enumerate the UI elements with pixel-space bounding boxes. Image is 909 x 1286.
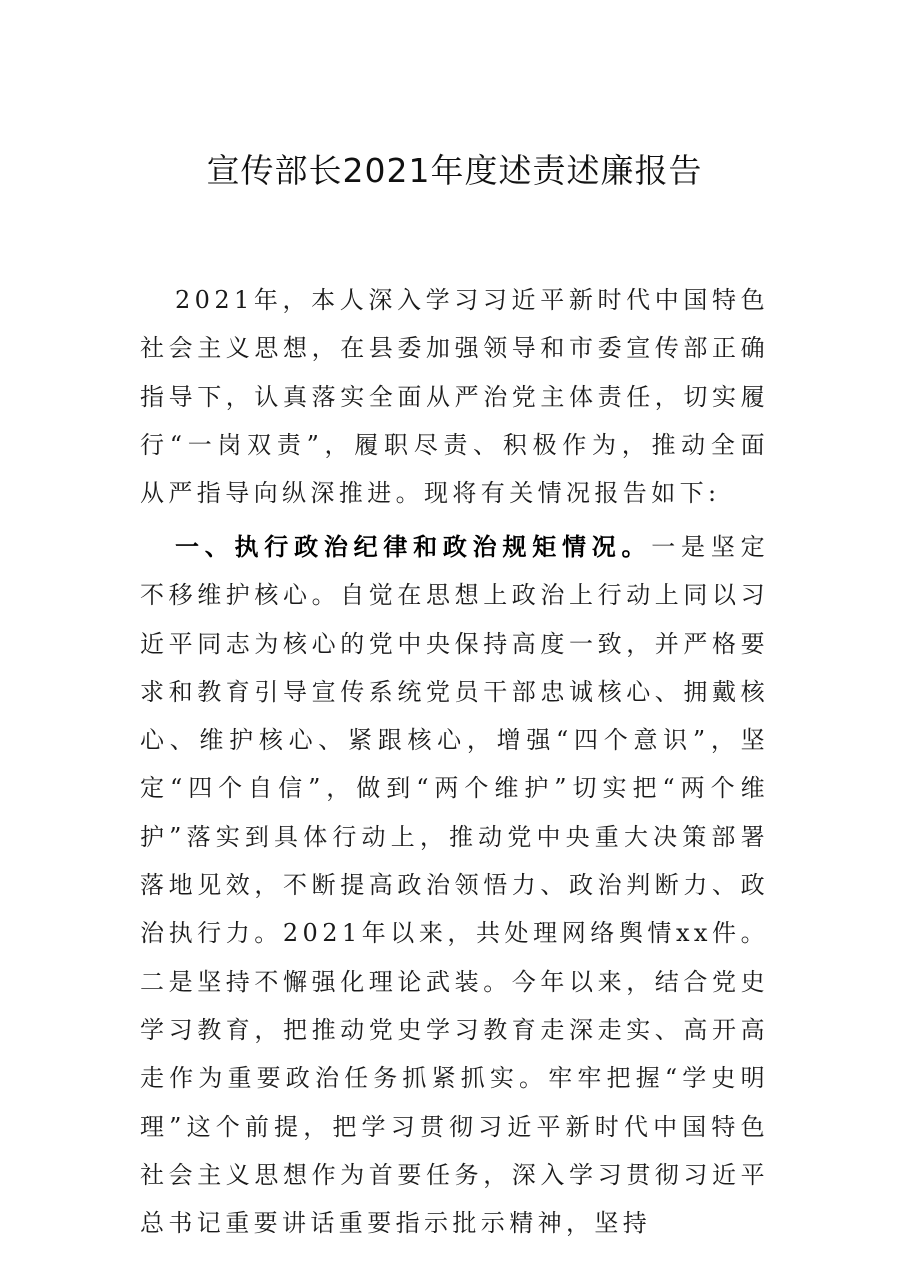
intro-paragraph: 2021年，本人深入学习习近平新时代中国特色社会主义思想，在县委加强领导和市委宣传部正确指导下，认真落实全面从严治党主体责任，切实履行“一岗双责”，履职尽责、积极作为，推动全面从严指导向纵深推进。现将有关情况报告如下: bbox=[140, 286, 769, 508]
document-title: 宣传部长2021年度述责述廉报告 bbox=[206, 151, 703, 190]
section-1-body: 一是坚定不移维护核心。自觉在思想上政治上行动上同以习近平同志为核心的党中央保持高度一致，并严格要求和教育引导宣传系统党员干部忠诚核心、拥戴核心、维护核心、紧跟核心，增强“四个意识”，坚定“四个自信”，做到“两个维护”切实把“两个维护”落实到具体行动上，推动党中央重大决策部署落地见效，不断提高政治领悟力、政治判断力、政治执行力。2021年以来，共处理网络舆情xx件。二是坚持不懈强化理论武装。今年以来，结合党史学习教育，把推动党史学习教育走深走实、高开高走作为重要政治任务抓紧抓实。牢牢把握“学史明理”这个前提，把学习贯彻习近平新时代中国特色社会主义思想作为首要任务，深入学习贯彻习近平总书记重要讲话重要指示批示精神，坚持 bbox=[140, 533, 769, 1238]
section-1-heading: 一、执行政治纪律和政治规矩情况。 bbox=[175, 532, 652, 561]
section-1-paragraph bbox=[140, 523, 769, 1247]
